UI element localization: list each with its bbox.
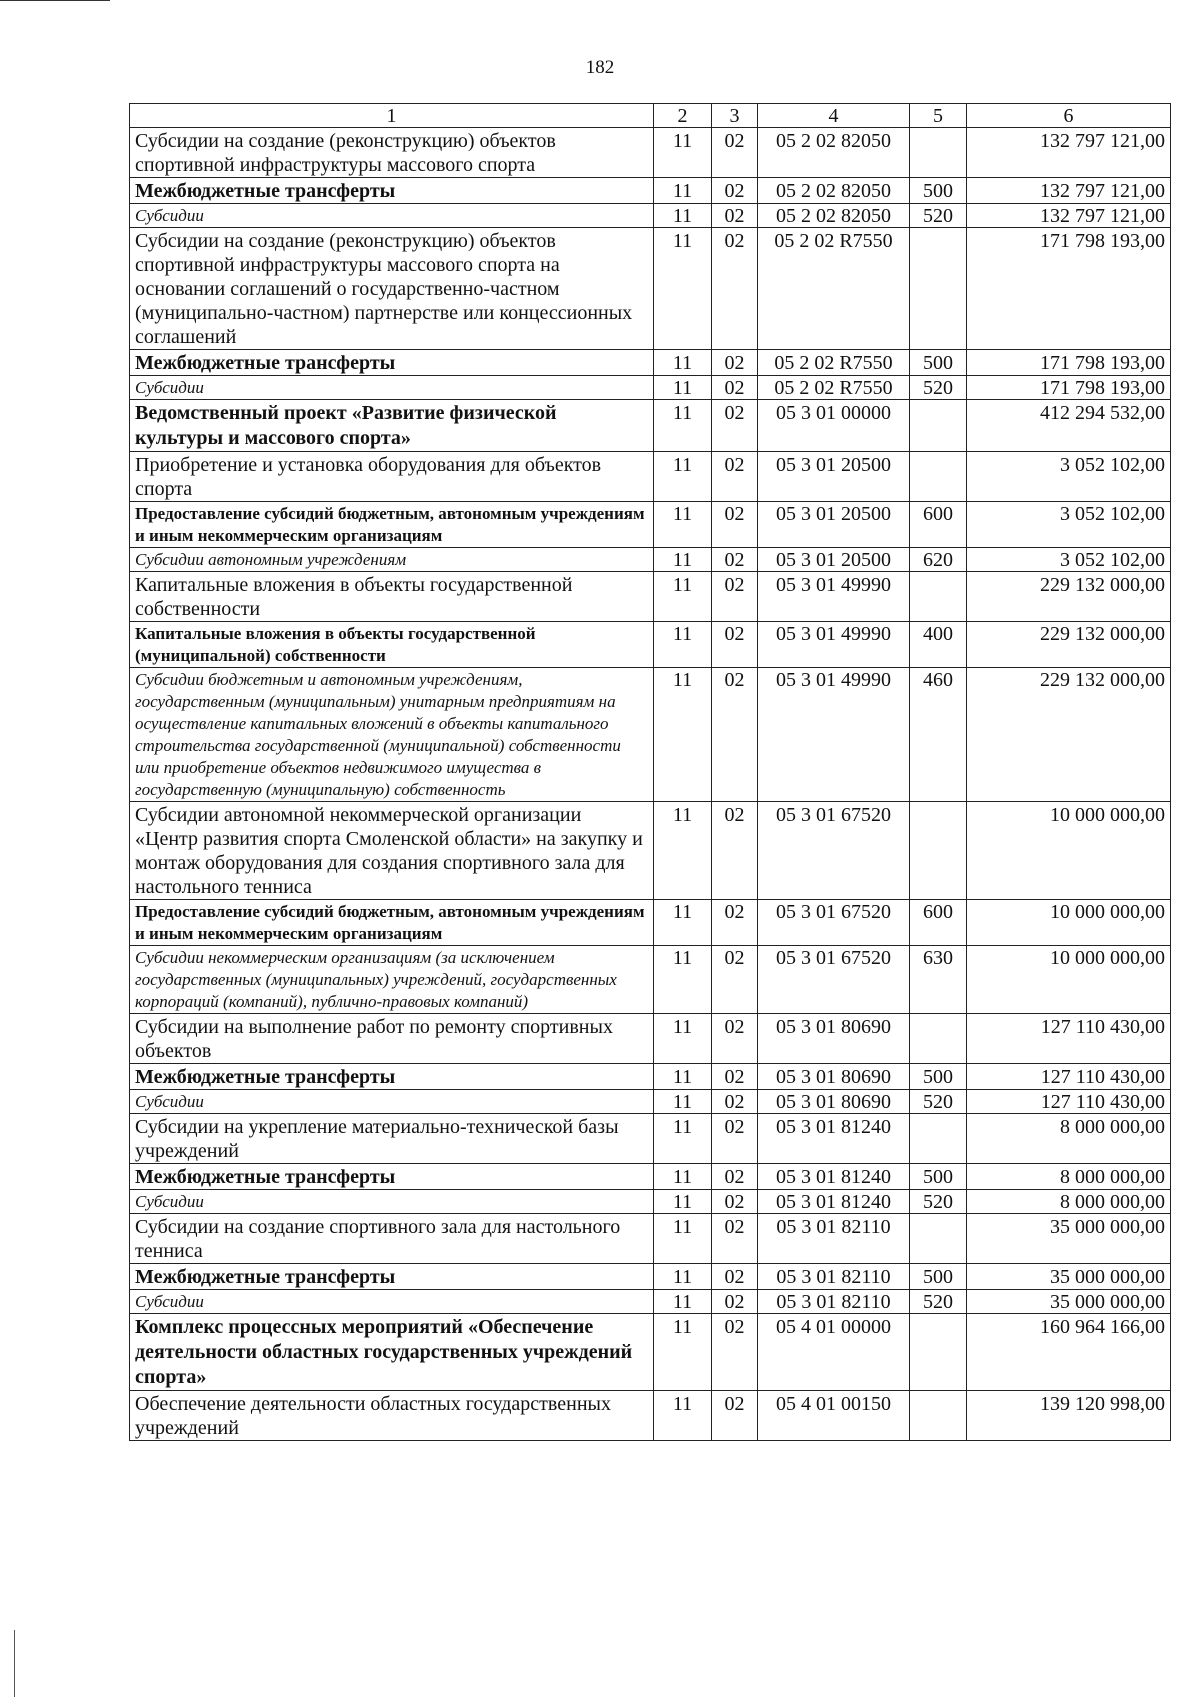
- section-code-cell: 11: [654, 204, 712, 228]
- subsection-code-cell: 02: [712, 1064, 758, 1090]
- target-article-cell: 05 3 01 67520: [758, 802, 910, 900]
- section-code-cell: 11: [654, 802, 712, 900]
- table-row: [130, 622, 1171, 668]
- subsection-code-cell: 02: [712, 400, 758, 452]
- amount-cell: 229 132 000,00: [967, 668, 1171, 802]
- section-code-cell: 11: [654, 1290, 712, 1314]
- section-code-cell: 11: [654, 572, 712, 622]
- scan-edge-line: [14, 1630, 15, 1697]
- subsection-code-cell: 02: [712, 452, 758, 502]
- table-row: [130, 502, 1171, 548]
- table-row: [130, 1290, 1171, 1314]
- section-code-cell: 11: [654, 946, 712, 1014]
- row-name-cell: Субсидии автономным учреждениям: [130, 548, 654, 572]
- expense-type-cell: 520: [910, 1190, 967, 1214]
- amount-cell: 412 294 532,00: [967, 400, 1171, 452]
- row-name-cell: Субсидии: [130, 204, 654, 228]
- amount-cell: 171 798 193,00: [967, 376, 1171, 400]
- subsection-code-cell: 02: [712, 502, 758, 548]
- table-row: [130, 900, 1171, 946]
- subsection-code-cell: 02: [712, 1314, 758, 1391]
- target-article-cell: 05 3 01 80690: [758, 1064, 910, 1090]
- amount-cell: 10 000 000,00: [967, 946, 1171, 1014]
- amount-cell: 160 964 166,00: [967, 1314, 1171, 1391]
- subsection-code-cell: 02: [712, 1114, 758, 1164]
- row-name-cell: Субсидии: [130, 1090, 654, 1114]
- subsection-code-cell: 02: [712, 204, 758, 228]
- table-row: [130, 1114, 1171, 1164]
- amount-cell: 127 110 430,00: [967, 1014, 1171, 1064]
- amount-cell: 171 798 193,00: [967, 228, 1171, 350]
- amount-cell: 229 132 000,00: [967, 622, 1171, 668]
- target-article-cell: 05 3 01 81240: [758, 1190, 910, 1214]
- section-code-cell: 11: [654, 1164, 712, 1190]
- section-code-cell: 11: [654, 1114, 712, 1164]
- expense-type-cell: 520: [910, 204, 967, 228]
- expense-type-cell: [910, 1114, 967, 1164]
- amount-cell: 229 132 000,00: [967, 572, 1171, 622]
- row-name-cell: Субсидии на создание спортивного зала для настольного тенниса: [130, 1214, 654, 1264]
- section-code-cell: 11: [654, 376, 712, 400]
- section-code-cell: 11: [654, 178, 712, 204]
- row-name-cell: Приобретение и установка оборудования для объектов спорта: [130, 452, 654, 502]
- subsection-code-cell: 02: [712, 1264, 758, 1290]
- expense-type-cell: 520: [910, 1090, 967, 1114]
- page-number: 182: [585, 57, 615, 78]
- subsection-code-cell: 02: [712, 548, 758, 572]
- amount-cell: 3 052 102,00: [967, 502, 1171, 548]
- target-article-cell: 05 3 01 82110: [758, 1264, 910, 1290]
- amount-cell: 3 052 102,00: [967, 548, 1171, 572]
- row-name-cell: Ведомственный проект «Развитие физической культуры и массового спорта»: [130, 400, 654, 452]
- row-name-cell: Субсидии: [130, 1290, 654, 1314]
- subsection-code-cell: 02: [712, 128, 758, 178]
- table-row: [130, 350, 1171, 376]
- expense-type-cell: [910, 802, 967, 900]
- table-row: [130, 1190, 1171, 1214]
- subsection-code-cell: 02: [712, 1290, 758, 1314]
- target-article-cell: 05 3 01 49990: [758, 668, 910, 802]
- amount-cell: 3 052 102,00: [967, 452, 1171, 502]
- section-code-cell: 11: [654, 1391, 712, 1441]
- subsection-code-cell: 02: [712, 900, 758, 946]
- table-row: [130, 1314, 1171, 1391]
- target-article-cell: 05 2 02 R7550: [758, 228, 910, 350]
- amount-cell: 132 797 121,00: [967, 178, 1171, 204]
- section-code-cell: 11: [654, 900, 712, 946]
- expense-type-cell: 520: [910, 376, 967, 400]
- subsection-code-cell: 02: [712, 572, 758, 622]
- expense-type-cell: [910, 400, 967, 452]
- subsection-code-cell: 02: [712, 1014, 758, 1064]
- row-name-cell: Субсидии на выполнение работ по ремонту спортивных объектов: [130, 1014, 654, 1064]
- section-code-cell: 11: [654, 1090, 712, 1114]
- expense-type-cell: 500: [910, 1264, 967, 1290]
- row-name-cell: Субсидии автономной некоммерческой организации «Центр развития спорта Смоленской области» на закупку и монтаж оборудования для создания спортивного зала для настольного тенниса: [130, 802, 654, 900]
- table-row: [130, 1090, 1171, 1114]
- row-name-cell: Субсидии некоммерческим организациям (за исключением государственных (муниципальных) учреждений, государственных корпораций (компаний), публично-правовых компаний): [130, 946, 654, 1014]
- subsection-code-cell: 02: [712, 946, 758, 1014]
- amount-cell: 8 000 000,00: [967, 1114, 1171, 1164]
- target-article-cell: 05 3 01 80690: [758, 1090, 910, 1114]
- budget-table: [129, 103, 1171, 1441]
- table-row: [130, 1391, 1171, 1441]
- expense-type-cell: 400: [910, 622, 967, 668]
- section-code-cell: 11: [654, 502, 712, 548]
- expense-type-cell: 460: [910, 668, 967, 802]
- section-code-cell: 11: [654, 1314, 712, 1391]
- subsection-code-cell: 02: [712, 1164, 758, 1190]
- section-code-cell: 11: [654, 1190, 712, 1214]
- section-code-cell: 11: [654, 350, 712, 376]
- row-name-cell: Предоставление субсидий бюджетным, автономным учреждениям и иным некоммерческим организациям: [130, 900, 654, 946]
- table-row: [130, 128, 1171, 178]
- expense-type-cell: 500: [910, 1064, 967, 1090]
- section-code-cell: 11: [654, 622, 712, 668]
- table-row: [130, 204, 1171, 228]
- header-cell: 5: [910, 104, 967, 128]
- target-article-cell: 05 3 01 49990: [758, 572, 910, 622]
- target-article-cell: 05 3 01 49990: [758, 622, 910, 668]
- target-article-cell: 05 2 02 82050: [758, 128, 910, 178]
- section-code-cell: 11: [654, 400, 712, 452]
- table-row: [130, 1164, 1171, 1190]
- row-name-cell: Субсидии: [130, 1190, 654, 1214]
- row-name-cell: Субсидии на укрепление материально-технической базы учреждений: [130, 1114, 654, 1164]
- target-article-cell: 05 3 01 67520: [758, 946, 910, 1014]
- target-article-cell: 05 4 01 00150: [758, 1391, 910, 1441]
- table-row: [130, 548, 1171, 572]
- target-article-cell: 05 2 02 R7550: [758, 376, 910, 400]
- section-code-cell: 11: [654, 128, 712, 178]
- subsection-code-cell: 02: [712, 350, 758, 376]
- expense-type-cell: [910, 228, 967, 350]
- header-cell: 2: [654, 104, 712, 128]
- expense-type-cell: 600: [910, 900, 967, 946]
- subsection-code-cell: 02: [712, 178, 758, 204]
- row-name-cell: Обеспечение деятельности областных государственных учреждений: [130, 1391, 654, 1441]
- expense-type-cell: 630: [910, 946, 967, 1014]
- expense-type-cell: [910, 1391, 967, 1441]
- amount-cell: 10 000 000,00: [967, 900, 1171, 946]
- table-row: [130, 946, 1171, 1014]
- row-name-cell: Субсидии на создание (реконструкцию) объектов спортивной инфраструктуры массового спорта на основании соглашений о государственно-частном (муниципально-частном) партнерстве или концессионных соглашений: [130, 228, 654, 350]
- header-cell: 4: [758, 104, 910, 128]
- target-article-cell: 05 2 02 82050: [758, 204, 910, 228]
- subsection-code-cell: 02: [712, 376, 758, 400]
- table-row: [130, 1064, 1171, 1090]
- amount-cell: 8 000 000,00: [967, 1164, 1171, 1190]
- row-name-cell: Межбюджетные трансферты: [130, 178, 654, 204]
- row-name-cell: Капитальные вложения в объекты государственной собственности: [130, 572, 654, 622]
- section-code-cell: 11: [654, 1064, 712, 1090]
- row-name-cell: Субсидии бюджетным и автономным учреждениям, государственным (муниципальным) унитарным предприятиям на осуществление капитальных вложений в объекты капитального строительства государственной (муниципальной) собственности или приобретение объектов недвижимого имущества в государственную (муниципальную) собственность: [130, 668, 654, 802]
- expense-type-cell: [910, 1014, 967, 1064]
- expense-type-cell: [910, 1214, 967, 1264]
- section-code-cell: 11: [654, 1264, 712, 1290]
- subsection-code-cell: 02: [712, 1391, 758, 1441]
- expense-type-cell: 500: [910, 350, 967, 376]
- row-name-cell: Межбюджетные трансферты: [130, 1164, 654, 1190]
- expense-type-cell: 620: [910, 548, 967, 572]
- target-article-cell: 05 3 01 00000: [758, 400, 910, 452]
- target-article-cell: 05 3 01 82110: [758, 1290, 910, 1314]
- row-name-cell: Субсидии: [130, 376, 654, 400]
- row-name-cell: Предоставление субсидий бюджетным, автономным учреждениям и иным некоммерческим организациям: [130, 502, 654, 548]
- table-row: [130, 1214, 1171, 1264]
- target-article-cell: 05 3 01 20500: [758, 502, 910, 548]
- amount-cell: 171 798 193,00: [967, 350, 1171, 376]
- expense-type-cell: [910, 1314, 967, 1391]
- subsection-code-cell: 02: [712, 1190, 758, 1214]
- expense-type-cell: 600: [910, 502, 967, 548]
- expense-type-cell: 500: [910, 178, 967, 204]
- amount-cell: 139 120 998,00: [967, 1391, 1171, 1441]
- target-article-cell: 05 4 01 00000: [758, 1314, 910, 1391]
- header-cell: 1: [130, 104, 654, 128]
- section-code-cell: 11: [654, 1014, 712, 1064]
- table-row: [130, 178, 1171, 204]
- amount-cell: 127 110 430,00: [967, 1064, 1171, 1090]
- target-article-cell: 05 3 01 82110: [758, 1214, 910, 1264]
- amount-cell: 127 110 430,00: [967, 1090, 1171, 1114]
- section-code-cell: 11: [654, 228, 712, 350]
- target-article-cell: 05 3 01 20500: [758, 548, 910, 572]
- amount-cell: 8 000 000,00: [967, 1190, 1171, 1214]
- target-article-cell: 05 3 01 67520: [758, 900, 910, 946]
- row-name-cell: Межбюджетные трансферты: [130, 350, 654, 376]
- row-name-cell: Межбюджетные трансферты: [130, 1064, 654, 1090]
- section-code-cell: 11: [654, 1214, 712, 1264]
- row-name-cell: Межбюджетные трансферты: [130, 1264, 654, 1290]
- table-row: [130, 228, 1171, 350]
- target-article-cell: 05 2 02 R7550: [758, 350, 910, 376]
- amount-cell: 35 000 000,00: [967, 1264, 1171, 1290]
- expense-type-cell: [910, 452, 967, 502]
- amount-cell: 132 797 121,00: [967, 204, 1171, 228]
- table-row: [130, 1264, 1171, 1290]
- subsection-code-cell: 02: [712, 1090, 758, 1114]
- expense-type-cell: [910, 128, 967, 178]
- target-article-cell: 05 3 01 20500: [758, 452, 910, 502]
- table-row: [130, 452, 1171, 502]
- table-row: [130, 668, 1171, 802]
- table-row: [130, 376, 1171, 400]
- header-cell: 3: [712, 104, 758, 128]
- table-header-row: [130, 104, 1171, 128]
- target-article-cell: 05 3 01 81240: [758, 1164, 910, 1190]
- row-name-cell: Субсидии на создание (реконструкцию) объектов спортивной инфраструктуры массового спорта: [130, 128, 654, 178]
- target-article-cell: 05 2 02 82050: [758, 178, 910, 204]
- row-name-cell: Капитальные вложения в объекты государственной (муниципальной) собственности: [130, 622, 654, 668]
- subsection-code-cell: 02: [712, 802, 758, 900]
- amount-cell: 132 797 121,00: [967, 128, 1171, 178]
- expense-type-cell: 520: [910, 1290, 967, 1314]
- row-name-cell: Комплекс процессных мероприятий «Обеспечение деятельности областных государственных учреждений спорта»: [130, 1314, 654, 1391]
- subsection-code-cell: 02: [712, 228, 758, 350]
- section-code-cell: 11: [654, 668, 712, 802]
- scan-edge-line: [0, 0, 110, 1]
- target-article-cell: 05 3 01 80690: [758, 1014, 910, 1064]
- table-row: [130, 1014, 1171, 1064]
- table-row: [130, 400, 1171, 452]
- subsection-code-cell: 02: [712, 1214, 758, 1264]
- expense-type-cell: 500: [910, 1164, 967, 1190]
- subsection-code-cell: 02: [712, 668, 758, 802]
- section-code-cell: 11: [654, 548, 712, 572]
- subsection-code-cell: 02: [712, 622, 758, 668]
- target-article-cell: 05 3 01 81240: [758, 1114, 910, 1164]
- expense-type-cell: [910, 572, 967, 622]
- section-code-cell: 11: [654, 452, 712, 502]
- amount-cell: 35 000 000,00: [967, 1214, 1171, 1264]
- header-cell: 6: [967, 104, 1171, 128]
- table-row: [130, 802, 1171, 900]
- amount-cell: 10 000 000,00: [967, 802, 1171, 900]
- amount-cell: 35 000 000,00: [967, 1290, 1171, 1314]
- table-row: [130, 572, 1171, 622]
